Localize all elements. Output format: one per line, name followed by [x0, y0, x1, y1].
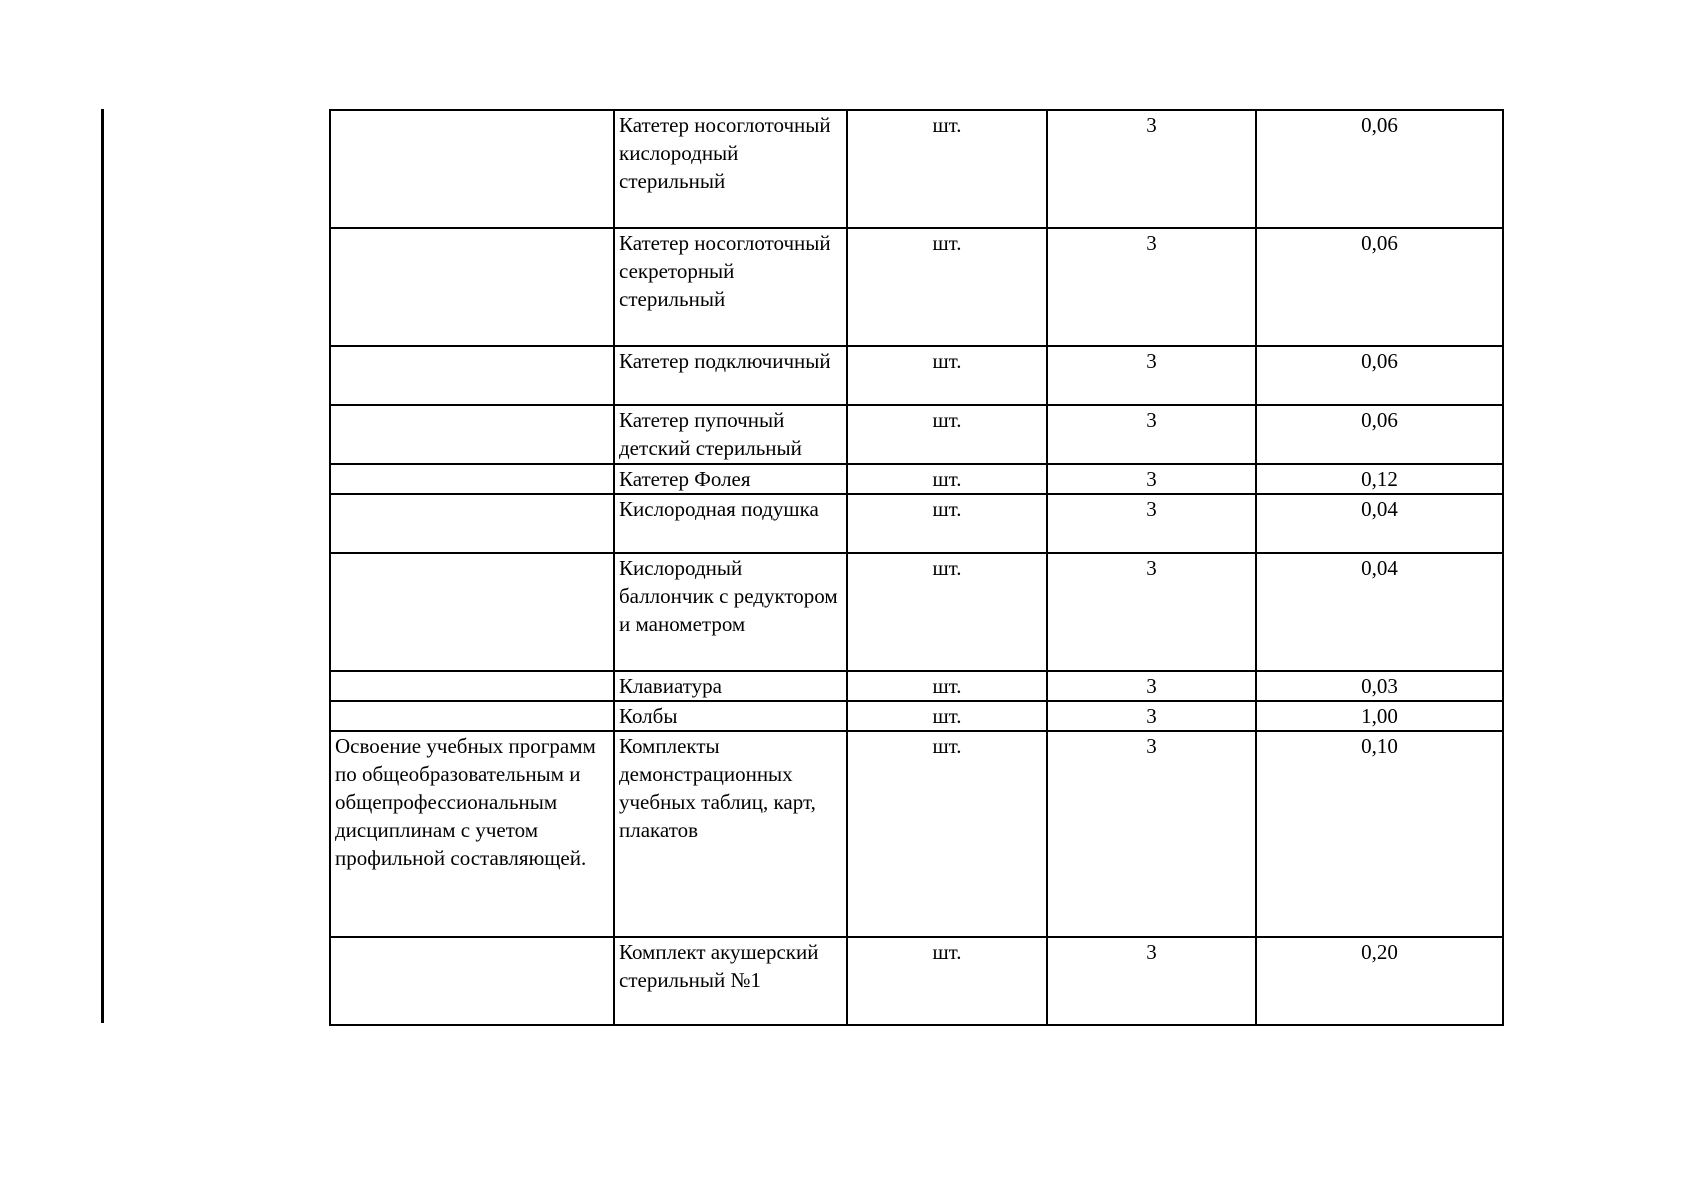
quantity-cell: 3	[1047, 346, 1256, 405]
item-name-cell: Комплект акушерский стерильный №1	[614, 937, 847, 1025]
purpose-cell	[330, 553, 614, 671]
table-row	[330, 671, 1503, 701]
unit-cell: шт.	[847, 937, 1047, 1025]
table-row	[330, 937, 1503, 1025]
norm-cell: 1,00	[1256, 701, 1503, 731]
left-margin-rule	[101, 109, 104, 1023]
table-row	[330, 494, 1503, 553]
unit-cell: шт.	[847, 464, 1047, 494]
equipment-table	[329, 109, 1504, 1026]
quantity-cell: 3	[1047, 701, 1256, 731]
norm-cell: 0,03	[1256, 671, 1503, 701]
norm-cell: 0,20	[1256, 937, 1503, 1025]
norm-cell: 0,10	[1256, 731, 1503, 937]
unit-cell: шт.	[847, 110, 1047, 228]
purpose-cell	[330, 701, 614, 731]
table-row	[330, 553, 1503, 671]
table-row	[330, 346, 1503, 405]
table-row	[330, 405, 1503, 464]
quantity-cell: 3	[1047, 553, 1256, 671]
table-row	[330, 110, 1503, 228]
purpose-cell	[330, 228, 614, 346]
unit-cell: шт.	[847, 701, 1047, 731]
unit-cell: шт.	[847, 553, 1047, 671]
unit-cell: шт.	[847, 671, 1047, 701]
quantity-cell: 3	[1047, 405, 1256, 464]
quantity-cell: 3	[1047, 937, 1256, 1025]
quantity-cell: 3	[1047, 731, 1256, 937]
purpose-cell: Освоение учебных программ по общеобразовательным и общепрофессиональным дисциплинам с учетом профильной составляющей.	[330, 731, 614, 937]
norm-cell: 0,04	[1256, 553, 1503, 671]
norm-cell: 0,04	[1256, 494, 1503, 553]
item-name-cell: Кислородный баллончик с редуктором и манометром	[614, 553, 847, 671]
norm-cell: 0,06	[1256, 228, 1503, 346]
item-name-cell: Катетер пупочный детский стерильный	[614, 405, 847, 464]
purpose-cell	[330, 110, 614, 228]
purpose-cell	[330, 405, 614, 464]
table-row	[330, 701, 1503, 731]
item-name-cell: Кислородная подушка	[614, 494, 847, 553]
quantity-cell: 3	[1047, 464, 1256, 494]
item-name-cell: Комплекты демонстрационных учебных таблиц, карт, плакатов	[614, 731, 847, 937]
unit-cell: шт.	[847, 494, 1047, 553]
table-row	[330, 464, 1503, 494]
quantity-cell: 3	[1047, 671, 1256, 701]
purpose-cell	[330, 937, 614, 1025]
norm-cell: 0,06	[1256, 405, 1503, 464]
item-name-cell: Катетер подключичный	[614, 346, 847, 405]
norm-cell: 0,12	[1256, 464, 1503, 494]
purpose-cell	[330, 464, 614, 494]
unit-cell: шт.	[847, 731, 1047, 937]
item-name-cell: Колбы	[614, 701, 847, 731]
purpose-cell	[330, 671, 614, 701]
quantity-cell: 3	[1047, 494, 1256, 553]
norm-cell: 0,06	[1256, 110, 1503, 228]
quantity-cell: 3	[1047, 110, 1256, 228]
purpose-cell	[330, 346, 614, 405]
quantity-cell: 3	[1047, 228, 1256, 346]
unit-cell: шт.	[847, 405, 1047, 464]
table-row	[330, 228, 1503, 346]
item-name-cell: Клавиатура	[614, 671, 847, 701]
purpose-cell	[330, 494, 614, 553]
unit-cell: шт.	[847, 228, 1047, 346]
table-row	[330, 731, 1503, 937]
item-name-cell: Катетер Фолея	[614, 464, 847, 494]
item-name-cell: Катетер носоглоточный секреторный стерильный	[614, 228, 847, 346]
unit-cell: шт.	[847, 346, 1047, 405]
norm-cell: 0,06	[1256, 346, 1503, 405]
item-name-cell: Катетер носоглоточный кислородный стерильный	[614, 110, 847, 228]
